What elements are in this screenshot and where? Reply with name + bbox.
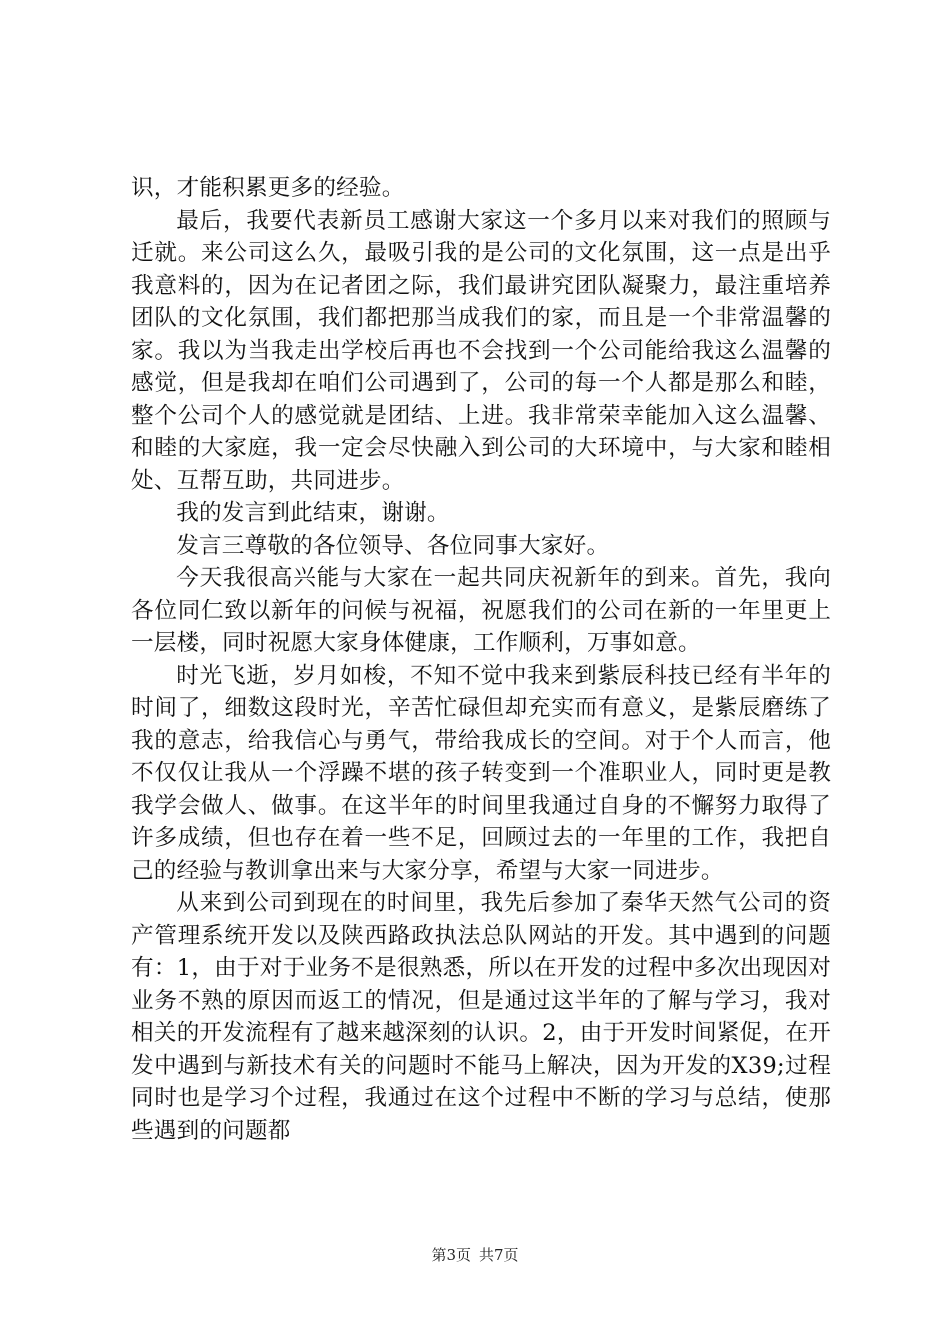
paragraph-projects: 从来到公司到现在的时间里，我先后参加了秦华天然气公司的资产管理系统开发以及陕西路政执法总队网站的开发。其中遇到的问题有：1，由于对于业务不是很熟悉，所以在开发的过程中多次出现因对业务不熟的原因而返工的情况，但是通过这半年的了解与学习，我对相关的开发流程有了越来越深刻的认识。2，由于开发时间紧促，在开发中遇到与新技术有关的问题时不能马上解决，因为开发的X39;过程同时也是学习个过程，我通过在这个过程中不断的学习与总结，使那些遇到的问题都	[131, 890, 831, 1144]
paragraph-new-year: 今天我很高兴能与大家在一起共同庆祝新年的到来。首先，我向各位同仁致以新年的问候与祝福，祝愿我们的公司在新的一年里更上一层楼，同时祝愿大家身体健康，工作顺利，万事如意。	[131, 565, 831, 656]
paragraph-thanks: 最后，我要代表新员工感谢大家这一个多月以来对我们的照顾与迁就。来公司这么久，最吸引我的是公司的文化氛围，这一点是出乎我意料的，因为在记者团之际，我们最讲究团队凝聚力，最注重培养团队的文化氛围，我们都把那当成我们的家，而且是一个非常温馨的家。我以为当我走出学校后再也不会找到一个公司能给我这么温馨的感觉，但是我却在咱们公司遇到了，公司的每一个人都是那么和睦，整个公司个人的感觉就是团结、上进。我非常荣幸能加入这么温馨、和睦的大家庭，我一定会尽快融入到公司的大环境中，与大家和睦相处、互帮互助，共同进步。	[131, 207, 831, 494]
document-body	[131, 172, 831, 1147]
paragraph-half-year: 时光飞逝，岁月如梭，不知不觉中我来到紫辰科技已经有半年的时间了，细数这段时光，辛苦忙碌但却充实而有意义，是紫辰磨练了我的意志，给我信心与勇气，带给我成长的空间。对于个人而言，他不仅仅让我从一个浮躁不堪的孩子转变到一个准职业人，同时更是教我学会做人、做事。在这半年的时间里我通过自身的不懈努力取得了许多成绩，但也存在着一些不足，回顾过去的一年里的工作，我把自己的经验与教训拿出来与大家分享，希望与大家一同进步。	[131, 662, 831, 884]
paragraph-closing: 我的发言到此结束，谢谢。	[176, 500, 450, 526]
paragraph-continuation: 识，才能积累更多的经验。	[131, 175, 405, 201]
page-number: 第3页	[431, 1246, 471, 1264]
paragraph-speech-three-greeting: 发言三尊敬的各位领导、各位同事大家好。	[176, 532, 610, 559]
page-footer	[0, 1244, 950, 1265]
page-total: 共7页	[479, 1246, 519, 1264]
